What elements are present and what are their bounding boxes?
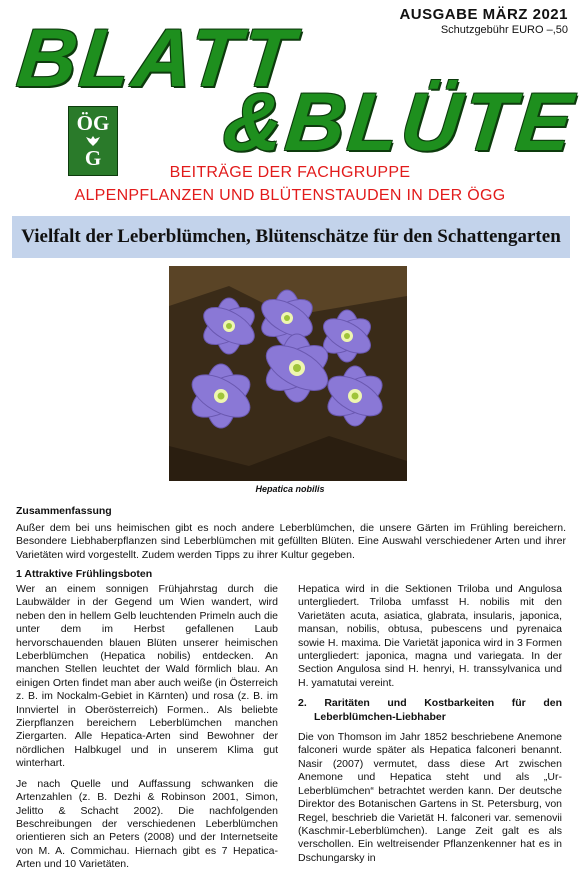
column-right xyxy=(298,583,562,872)
paragraph: Je nach Quelle und Auffassung schwanken die Artenzahlen (z. B. Dezhi & Robinson 2001, Simon, Jelitto & Schacht 2002). Die nachfolgenden Beschreibungen der verschiedenen Leberblümchen orientieren sich an Peters (2008) und der Internetseite von M. A. Commichau. Hiernach gibt es 7 Hepatica-Arten und 10 Varietäten. xyxy=(16,777,278,871)
title-blatt: BLATT xyxy=(13,13,301,104)
paragraph: Wer an einem sonnigen Frühjahrstag durch die Laubwälder in der Gegend um Wien wandert, wird neben den in hellem Gelb leuchtenden Primeln auch die unter dem im Herbst gefallenen Laub hervorschauenden blauen Blüten unserer heimischen Leberblümchen (Hepatica nobilis) entdecken. An manchen Stellen leuchtet der Wald förmlich blau. An einigen Orten findet man aber auch weiße (in Österreich z. B. im Nockalm-Gebiet in Kärnten) und rosa (z. B. im Innviertel in Oberösterreich) Formen.. Als beliebte Zierpflanzen bereichern Leberblümchen manchen Ziergarten. Alle Hepatica-Arten sind Bewohner der nördlichen Halbkugel und in unserem Klima gut winterhart. xyxy=(16,583,278,770)
photo-caption: Hepatica nobilis xyxy=(255,484,325,494)
summary-heading: Zusammenfassung xyxy=(16,505,112,517)
logo-letters-bottom: G xyxy=(84,146,102,170)
section-2-heading: 2. Raritäten und Kostbarkeiten für den Leberblümchen-Liebhaber xyxy=(298,697,562,723)
summary-text: Außer dem bei uns heimischen gibt es noch andere Leberblümchen, die unsere Gärten im Frühling bereichern. Besondere Liebhaberpflanzen sind Leberblümchen mit gefüllten Blüten. Eine Auswahl verschiedener Arten und ihrer Varietäten wird vorgestellt. Zudem werden Tipps zu ihrer Kultur gegeben. xyxy=(16,522,566,561)
subtitle-line-2: ALPENPFLANZEN UND BLÜTENSTAUDEN IN DER ÖGG xyxy=(74,187,506,204)
flower-illustration xyxy=(169,266,407,481)
title-bluete: &BLÜTE xyxy=(219,77,580,168)
column-left xyxy=(16,583,278,879)
section-1-heading: 1 Attraktive Frühlingsboten xyxy=(16,568,153,580)
paragraph: Die von Thomson im Jahr 1852 beschriebene Anemone falconeri wurde später als Hepatica falconeri benannt. Nasir (2007) vermutet, dass diese Art zwischen Anemone und Hepatica steht und als „Ur-Leberblümchen“ betrachtet werden kann. Der deutsche Direktor des Botanischen Gartens in St. Petersburg, von Regel, beschrieb die Varietät H. falconeri var. semenovii (Kaschmir-Leberblümchen). Lange Zeit galt es als verschollen. Ein weltreisender Pflanzenkenner hat es in Dschungarsky in xyxy=(298,731,562,864)
article-headline: Vielfalt der Leberblümchen, Blütenschätze für den Schattengarten xyxy=(21,226,561,247)
logo-letters-top: ÖG xyxy=(76,111,110,135)
issue-date: AUSGABE MÄRZ 2021 xyxy=(399,6,568,23)
headline-bar xyxy=(12,216,570,258)
price: Schutzgebühr EURO –,50 xyxy=(440,24,568,36)
issue-info xyxy=(399,6,568,36)
paragraph: Hepatica wird in die Sektionen Triloba und Angulosa untergliedert. Triloba umfasst H. nobilis mit den Varietäten acuta, asiatica, glabrata, insularis, japonica, mansan, nobilis, obtusa, pubescens und pyrenaica sowie H. maxima. Die Varietät japonica wird in 3 Formen untergliedert: japonica, magna und variegata. In der Section Angulosa sind H. henryi, H. transsylvanica und H. yamatutai vereint. xyxy=(298,583,562,689)
subtitle-line-1: BEITRÄGE DER FACHGRUPPE xyxy=(169,164,411,181)
hepatica-photo xyxy=(169,266,407,481)
masthead xyxy=(0,0,580,215)
